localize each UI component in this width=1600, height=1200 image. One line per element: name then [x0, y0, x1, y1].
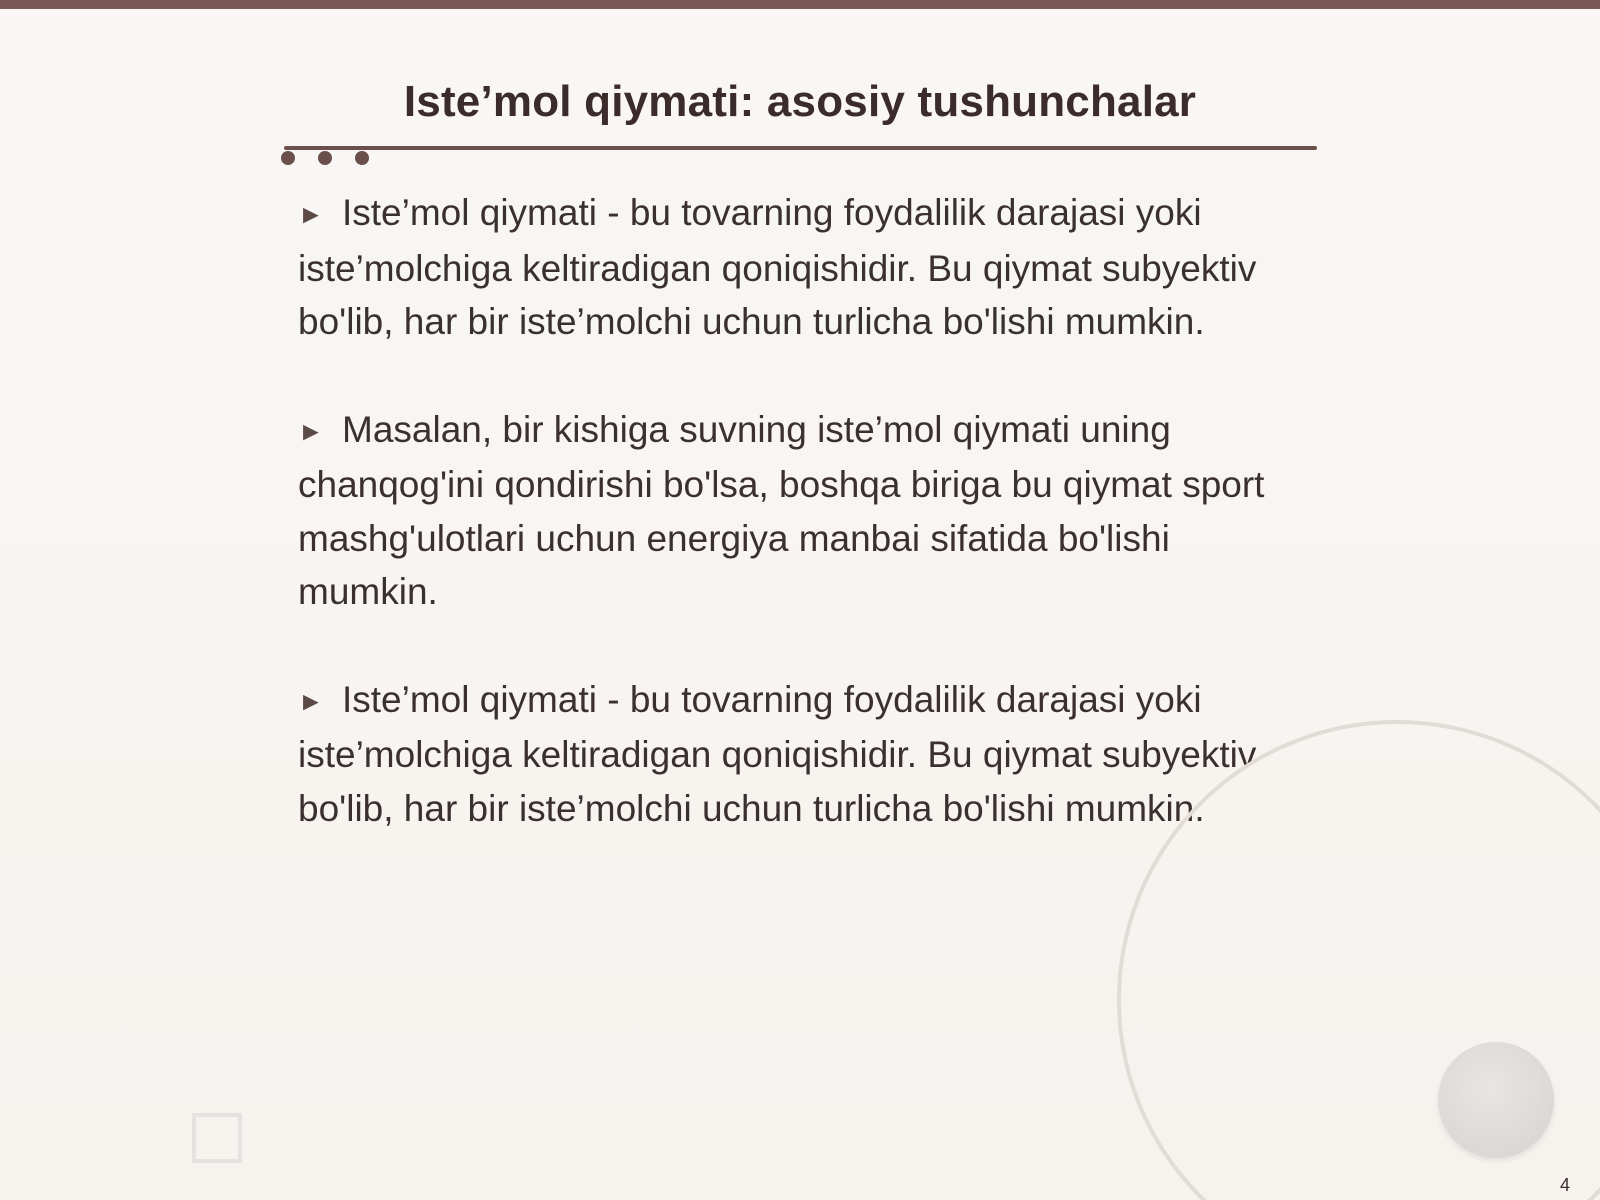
bullet-text: Iste’mol qiymati - bu tovarning foydalilik darajasi yoki iste’molchiga keltiradigan qoniqishidir. Bu qiymat subyektiv bo'lib, har bir iste’molchi uchun turlicha bo'lishi mumkin.: [298, 192, 1257, 342]
decorative-square: [192, 1113, 242, 1163]
title-dot-3: [355, 151, 369, 165]
bullet-text: Masalan, bir kishiga suvning iste’mol qiymati uning chanqog'ini qondirishi bo'lsa, boshqa biriga bu qiymat sport mashg'ulotlari uchun energiya manbai sifatida bo'lishi mumkin.: [298, 408, 1265, 612]
page-number: 4: [1559, 1175, 1570, 1195]
title-underline: [284, 146, 1317, 150]
triangle-bullet-icon: ►: [298, 415, 324, 446]
bullet-text: Iste’mol qiymati - bu tovarning foydalilik darajasi yoki iste’molchiga keltiradigan qoniqishidir. Bu qiymat subyektiv bo'lib, har bir iste’molchi uchun turlicha bo'lishi mumkin.: [298, 678, 1257, 829]
title-dot-2: [318, 151, 332, 165]
bullet-list: [298, 186, 1278, 889]
top-accent-bar: [0, 0, 1600, 9]
title-dot-1: [281, 151, 295, 165]
triangle-bullet-icon: ►: [298, 199, 324, 229]
slide-title: Iste’mol qiymati: asosiy tushunchalar: [403, 77, 1197, 126]
triangle-bullet-icon: ►: [298, 685, 324, 716]
bullet-item-2: [298, 403, 1278, 619]
decorative-disc: [1438, 1042, 1554, 1158]
bullet-item-3: [298, 673, 1278, 836]
bullet-item-1: [298, 186, 1278, 349]
